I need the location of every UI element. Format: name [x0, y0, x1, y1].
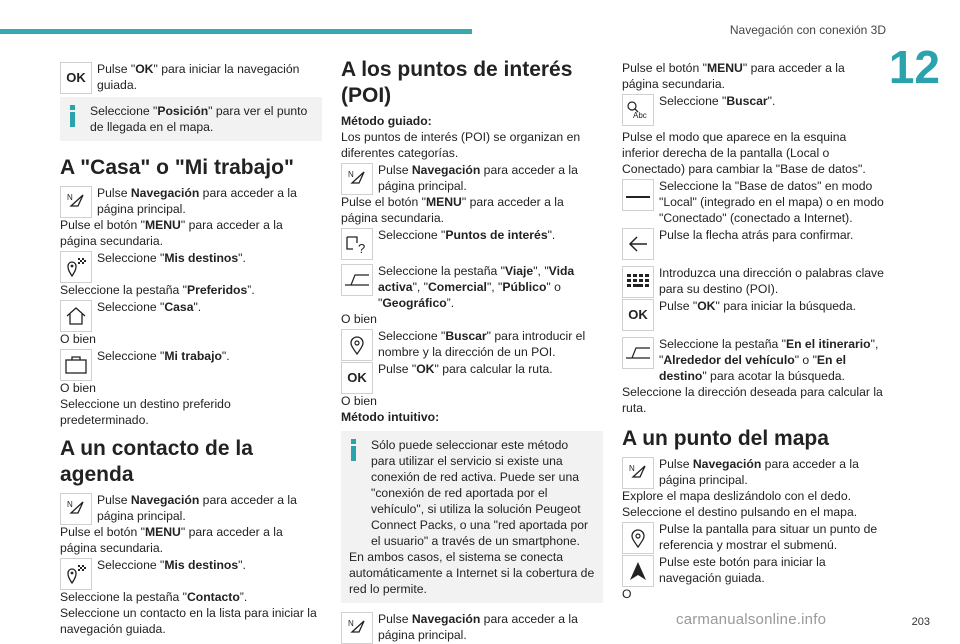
or-text: O bien [341, 312, 377, 326]
navigation-icon [60, 186, 92, 218]
step-keyboard: Introduzca una dirección o palabras clave para su destino (POI). [622, 265, 884, 297]
destinations-icon [60, 558, 92, 590]
step-navigation: N Pulse Navegación para acceder a la página principal. [622, 456, 884, 488]
body-text: Explore el mapa deslizándolo con el dedo. [622, 489, 852, 503]
step-ok: OK Pulse "OK" para calcular la ruta. [341, 361, 603, 393]
watermark: carmanualsonline.info [676, 611, 827, 628]
step-navigation: N Pulse Navegación para acceder a la página principal. [341, 611, 603, 643]
info-note: Seleccione "Posición" para ver el punto de llegada en el mapa. [60, 97, 322, 141]
tab-instruction: Seleccione la pestaña "Preferidos”. [60, 283, 255, 297]
tabs-icon [341, 264, 373, 296]
section-heading-mapa: A un punto del mapa [622, 427, 829, 450]
info-note: Sólo puede seleccionar este método para utilizar el servicio si existe una conexión de red activa. Puede ser una "conexión de red aportada por el vehículo", si utiliza la solución Peugeot Connect Packs, o una "red aportada por el usuario" a través de un smartphone. En ambos casos, el sistema se conecta automáticamente a Internet si la cobertura de red lo permite. [341, 431, 603, 603]
column-2 [341, 60, 603, 643]
step-buscar: Abc Seleccione "Buscar". [622, 93, 884, 125]
svg-text:N: N [629, 464, 635, 473]
info-icon [70, 105, 75, 127]
step-mi-trabajo: Seleccione "Mi trabajo". [60, 348, 322, 380]
briefcase-icon [60, 349, 92, 381]
or-text: O [622, 587, 632, 601]
svg-text:N: N [67, 193, 73, 202]
step-navigation: N Pulse Navegación para acceder a la página principal. [341, 162, 603, 194]
step-puntos-interes: ? Seleccione "Puntos de interés". [341, 227, 603, 259]
step-ok: OK Pulse "OK" para iniciar la búsqueda. [622, 298, 884, 330]
step-navigation: N Pulse Navegación para acceder a la página principal. [60, 185, 322, 217]
step-navigation: N Pulse Navegación para acceder a la página principal. [60, 492, 322, 524]
menu-instruction: Pulse el botón "MENU" para acceder a la página secundaria. [622, 61, 845, 91]
step-back: Pulse la flecha atrás para confirmar. [622, 227, 884, 259]
ok-icon: OK [341, 362, 373, 394]
menu-instruction: Pulse el botón "MENU" para acceder a la página secundaria. [60, 218, 283, 248]
keyboard-icon [622, 266, 654, 298]
navigation-icon [341, 163, 373, 195]
tab-instruction: Seleccione la pestaña "Contacto”. [60, 590, 248, 604]
column-1 [60, 60, 322, 637]
navigation-icon [622, 457, 654, 489]
guidance-arrow-icon [622, 555, 654, 587]
step-mis-destinos: Seleccione "Mis destinos". [60, 250, 322, 282]
header-accent-bar [0, 29, 472, 34]
step-buscar: Seleccione "Buscar" para introducir el nombre y la dirección de un POI. [341, 328, 603, 360]
step-ok: OK Pulse "OK" para iniciar la navegación guiada. [60, 61, 322, 93]
body-text: Seleccione el destino pulsando en el mapa. [622, 505, 858, 519]
svg-text:?: ? [358, 241, 366, 255]
menu-instruction: Pulse el botón "MENU" para acceder a la página secundaria. [60, 525, 283, 555]
body-text: Seleccione la dirección deseada para calcular la ruta. [622, 385, 883, 415]
step-mis-destinos: Seleccione "Mis destinos". [60, 557, 322, 589]
method-label: Método guiado: [341, 114, 432, 128]
body-text: Pulse el modo que aparece en la esquina inferior derecha de la pantalla (Local o Conectado) para cambiar la "Base de datos". [622, 130, 866, 176]
method-label: Método intuitivo: [341, 410, 440, 424]
body-text: Los puntos de interés (POI) se organizan en diferentes categorías. [341, 130, 581, 160]
step-pin: Pulse la pantalla para situar un punto de referencia y mostrar el submenú. [622, 521, 884, 553]
section-heading-casa: A "Casa" o "Mi trabajo" [60, 156, 294, 179]
or-text: O bien [60, 332, 96, 346]
body-text: Seleccione un contacto en la lista para iniciar la navegación guiada. [60, 606, 317, 636]
step-base-datos: Seleccione la "Base de datos" en modo "Local" (integrado en el mapa) o en modo "Conectado" (conectado a Internet). [622, 178, 884, 226]
or-text: O bien [60, 381, 96, 395]
page-number: 203 [911, 616, 930, 628]
ok-icon: OK [60, 62, 92, 94]
svg-text:N: N [67, 500, 73, 509]
menu-instruction: Pulse el botón "MENU" para acceder a la página secundaria. [341, 195, 564, 225]
step-tabs: Seleccione la pestaña "Viaje", "Vida activa", "Comercial", "Público" o "Geográfico”. [341, 263, 603, 311]
section-heading-poi: A los puntos de interés (POI) [341, 58, 573, 107]
search-pin-icon [341, 329, 373, 361]
poi-icon [341, 228, 373, 260]
destinations-icon [60, 251, 92, 283]
ok-icon: OK [622, 299, 654, 331]
database-tab-icon [622, 179, 654, 211]
navigation-icon [341, 612, 373, 644]
info-icon [351, 439, 356, 461]
header-title: Navegación con conexión 3D [729, 23, 886, 37]
column-3 [622, 60, 884, 602]
navigation-icon [60, 493, 92, 525]
tabs-icon [622, 337, 654, 369]
home-icon [60, 300, 92, 332]
back-arrow-icon [622, 228, 654, 260]
map-pin-icon [622, 522, 654, 554]
step-itinerario: Seleccione la pestaña "En el itinerario", "Alrededor del vehículo" o "En el destino" para acotar la búsqueda. [622, 336, 884, 384]
step-start-guidance: Pulse este botón para iniciar la navegación guiada. [622, 554, 884, 586]
chapter-number: 12 [888, 41, 940, 93]
keyboard-search-icon [622, 94, 654, 126]
or-text: O bien [341, 394, 377, 408]
body-text: Seleccione un destino preferido predeterminado. [60, 397, 231, 427]
step-casa: Seleccione "Casa". [60, 299, 322, 331]
svg-text:Abc: Abc [633, 111, 647, 120]
svg-text:N: N [348, 619, 354, 628]
section-heading-contacto: A un contacto de la agenda [60, 437, 253, 486]
svg-text:N: N [348, 170, 354, 179]
